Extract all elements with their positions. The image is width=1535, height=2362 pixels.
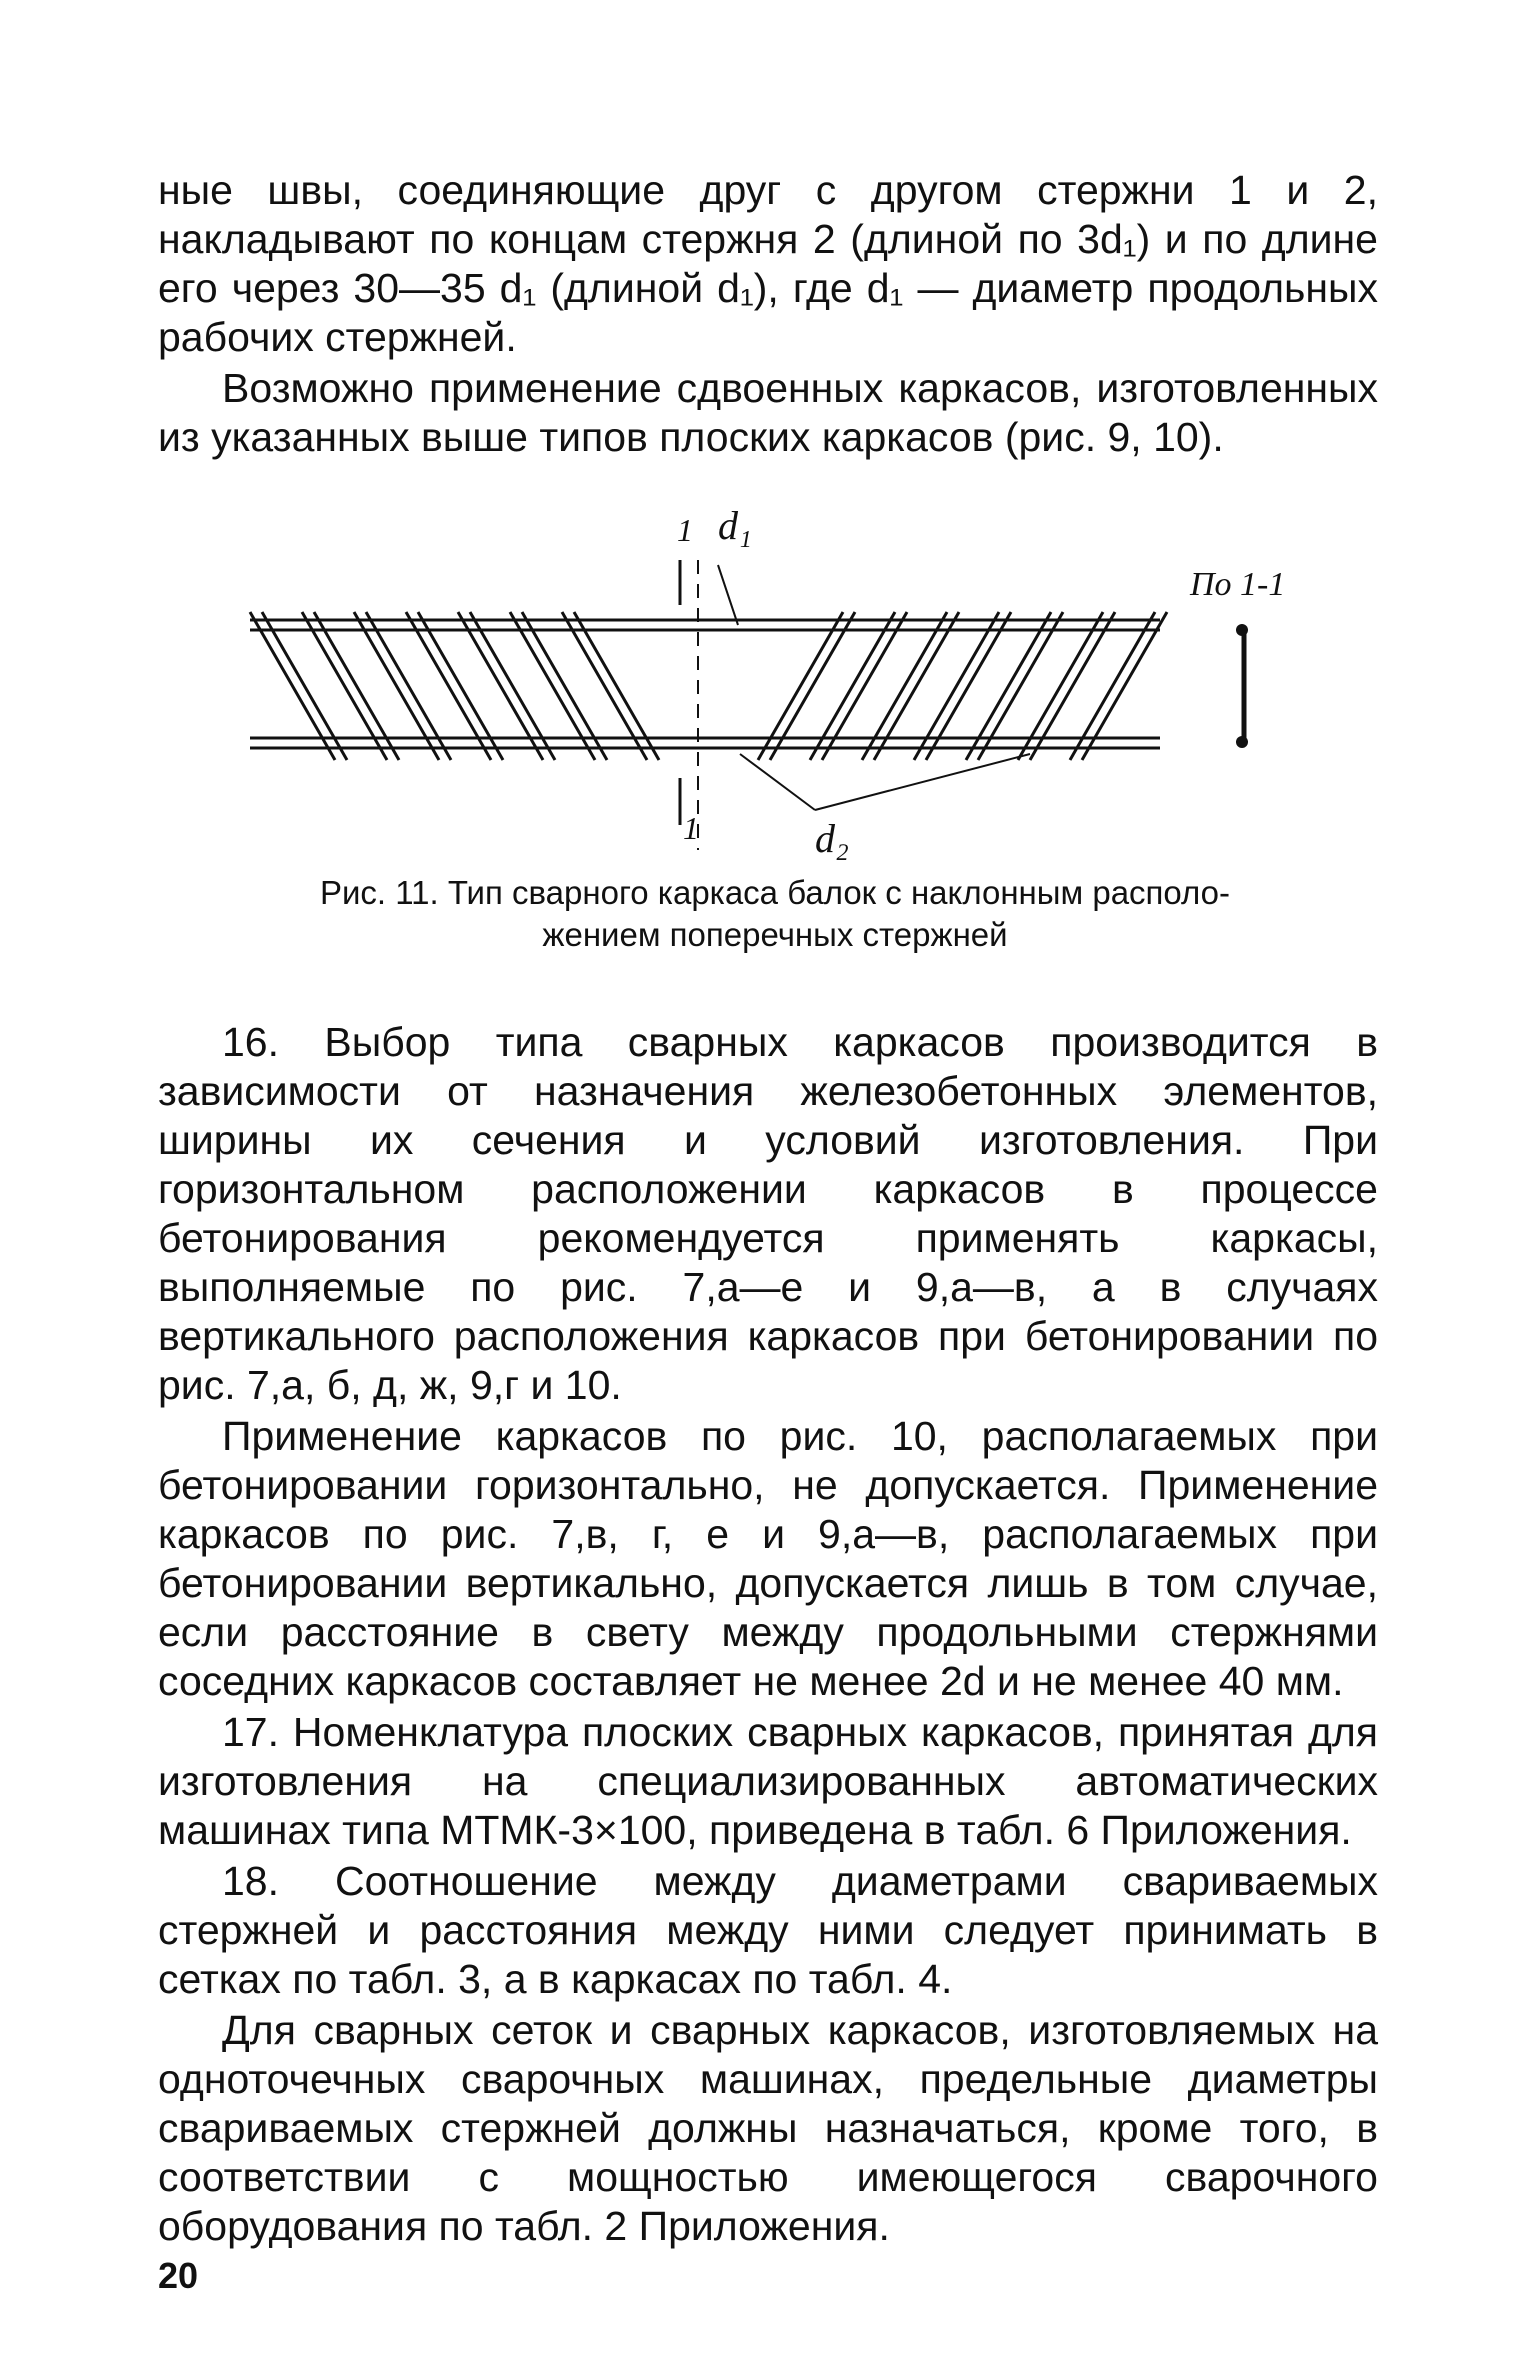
caption-line-2: жением поперечных стержней [542, 916, 1008, 953]
top-text-block [158, 166, 1378, 462]
d2-leader-right [815, 754, 1030, 810]
main-text-block [158, 1018, 1378, 2251]
figure-11-welded-frame [240, 503, 1340, 880]
section-view-bottom-bar [1236, 736, 1248, 748]
section-label-bottom: 1 [683, 810, 699, 846]
paragraph-16-continued: Применение каркасов по рис. 10, располагаемых при бетонировании горизонтально, не допускается. Применение каркасов по рис. 7,в, г, е и 9,а—в, располагаемых при бетонировании вертикально, допускается лишь в том случае, если расстояние в свету между продольными стержнями соседних каркасов составляет не менее 2d и не менее 40 мм. [158, 1413, 1378, 1704]
paragraph-continuation: ные швы, соединяющие друг с другом стержни 1 и 2, накладывают по концам стержня 2 (длиной по 3d₁) и по длине его через 30—35 d₁ (длиной d₁), где d₁ — диаметр продольных рабочих стержней. [158, 167, 1378, 360]
page-number: 20 [158, 2255, 199, 2296]
section-view-label: По 1-1 [1190, 566, 1286, 603]
caption-line-1: Рис. 11. Тип сварного каркаса балок с наклонным располо- [319, 874, 1231, 911]
section-label-top: 1 [677, 512, 693, 548]
d1-label: d₁ [718, 503, 752, 548]
d1-leader [718, 565, 738, 625]
paragraph-16: 16. Выбор типа сварных каркасов производится в зависимости от назначения железобетонных элементов, ширины их сечения и условий изготовления. При горизонтальном расположении каркасов в процессе бетонирования рекомендуется применять каркасы, выполняемые по рис. 7,а—е и 9,а—в, а в случаях вертикального расположения каркасов при бетонировании по рис. 7,а, б, д, ж, 9,г и 10. [158, 1019, 1378, 1408]
paragraph-double-frames: Возможно применение сдвоенных каркасов, изготовленных из указанных выше типов плоских каркасов (рис. 9, 10). [158, 365, 1378, 460]
figure-caption [200, 872, 1350, 956]
frame-drawing [240, 520, 1340, 880]
section-view-top-bar [1236, 624, 1248, 636]
paragraph-18-continued: Для сварных сеток и сварных каркасов, изготовляемых на одноточечных сварочных машинах, предельные диаметры свариваемых стержней должны назначаться, кроме того, в соответствии с мощностью имеющегося сварочного оборудования по табл. 2 Приложения. [158, 2007, 1378, 2249]
paragraph-18: 18. Соотношение между диаметрами свариваемых стержней и расстояния между ними следует принимать в сетках по табл. 3, а в каркасах по табл. 4. [158, 1858, 1378, 2002]
d2-leader-left [740, 754, 815, 810]
paragraph-17: 17. Номенклатура плоских сварных каркасов, принятая для изготовления на специализированных автоматических машинах типа МТМК-3×100, приведена в табл. 6 Приложения. [158, 1709, 1378, 1853]
d2-label: d₂ [815, 816, 849, 861]
